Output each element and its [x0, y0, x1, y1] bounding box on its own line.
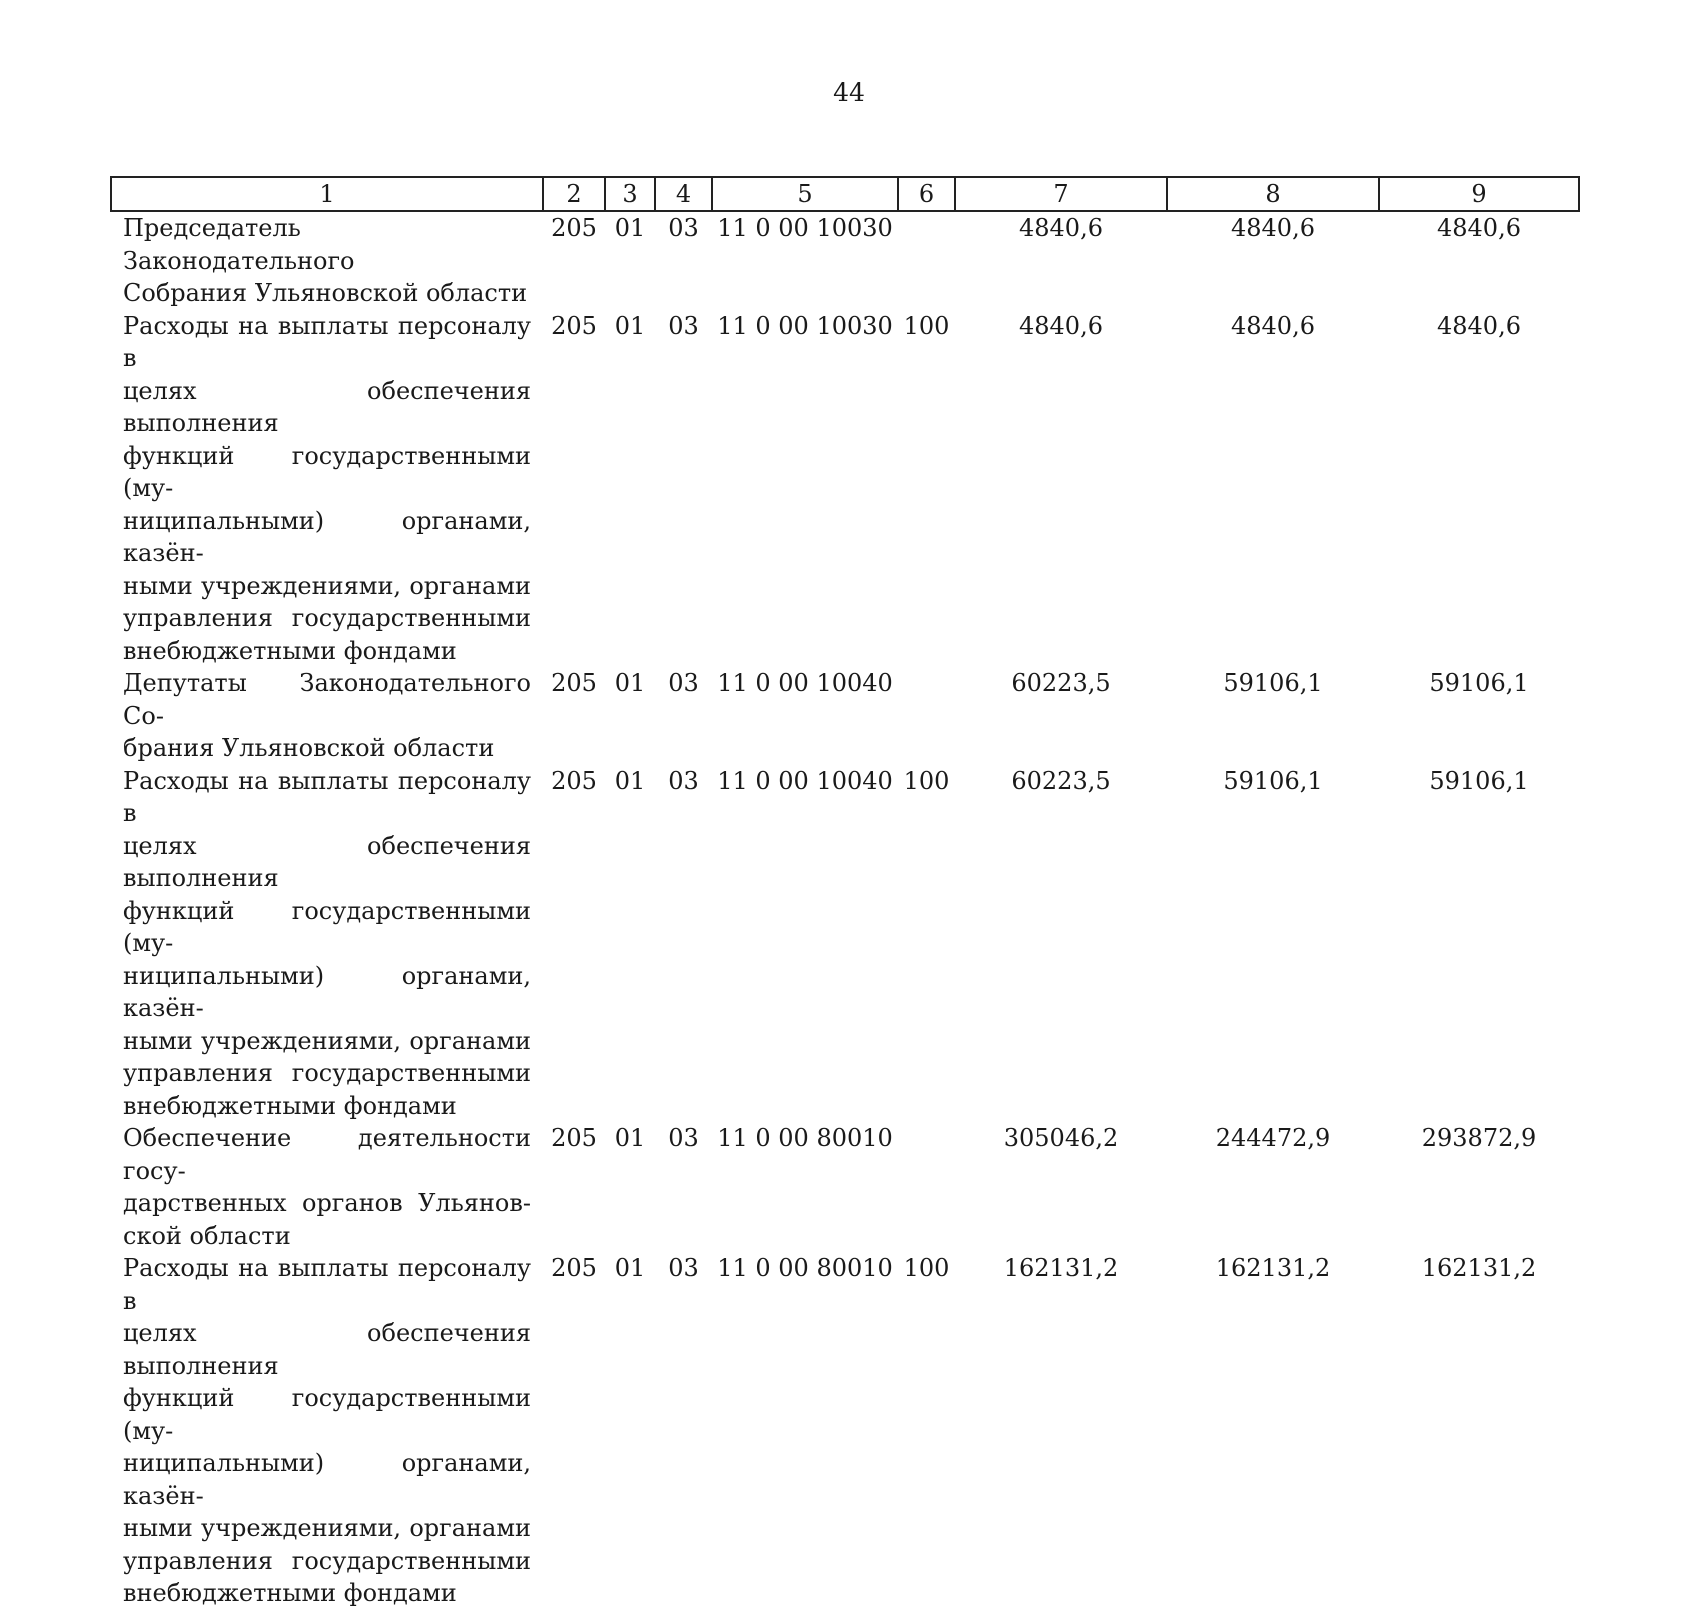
row-section-code: 01 [614, 214, 646, 242]
row-name-line: функций государственными (му- [123, 896, 531, 957]
row-amount-col7: 4840,6 [1019, 311, 1103, 340]
header-col-4: 4 [655, 177, 712, 211]
table-header [111, 177, 1579, 211]
row-amount-col8: 59106,1 [1223, 669, 1323, 697]
header-col-1: 1 [111, 177, 543, 211]
row-name [111, 211, 543, 310]
page-number: 44 [833, 78, 865, 107]
header-col-7: 7 [955, 177, 1167, 211]
row-name-line: брания Ульяновской области [123, 734, 495, 762]
row-name-line: ниципальными) органами, казён- [123, 1449, 531, 1510]
row-target-article: 11 0 00 80010 [717, 1254, 893, 1282]
header-col-6: 6 [898, 177, 955, 211]
row-amount-col7: 4840,6 [1019, 214, 1103, 242]
row-name-line: функций государственными (му- [123, 441, 531, 502]
row-name [111, 1122, 543, 1252]
table-row [111, 765, 1579, 1123]
header-col-5: 5 [712, 177, 898, 211]
row-name-line: Расходы на выплаты персоналу в [123, 1254, 531, 1315]
row-section-code: 01 [614, 766, 646, 795]
row-expense-type: 100 [903, 311, 950, 340]
row-name-line: ниципальными) органами, казён- [123, 506, 531, 567]
row-name-line: функций государственными (му- [123, 1384, 531, 1445]
row-expense-type: 100 [903, 766, 950, 795]
row-expense-type [898, 667, 955, 765]
row-name-line: дарственных органов Ульянов- [123, 1189, 531, 1217]
row-subsection-code: 03 [668, 766, 699, 795]
row-amount-col9: 59106,1 [1429, 669, 1529, 697]
row-target-article: 11 0 00 80010 [717, 1124, 893, 1152]
row-expense-type [898, 1122, 955, 1252]
row-admin-code: 205 [551, 214, 597, 242]
row-amount-col9: 162131,2 [1421, 1254, 1537, 1282]
table-row [111, 1252, 1579, 1610]
row-subsection-code: 03 [668, 1124, 699, 1152]
row-subsection-code: 03 [668, 311, 699, 340]
row-name-line: внебюджетными фондами [123, 1091, 457, 1120]
row-name-line: Собрания Ульяновской области [123, 279, 528, 307]
header-row [111, 177, 1579, 211]
table-row [111, 1122, 1579, 1252]
row-amount-col8: 59106,1 [1223, 766, 1323, 795]
row-subsection-code: 03 [668, 214, 699, 242]
row-target-article: 11 0 00 10040 [717, 766, 893, 795]
row-amount-col9: 293872,9 [1421, 1124, 1537, 1152]
row-admin-code: 205 [551, 311, 597, 340]
header-col-8: 8 [1167, 177, 1379, 211]
table-body [111, 211, 1579, 1610]
row-target-article: 11 0 00 10030 [717, 214, 893, 242]
row-name-line: управления государственными [123, 1059, 531, 1087]
row-name-line: Обеспечение деятельности госу- [123, 1124, 531, 1185]
row-amount-col9: 4840,6 [1437, 311, 1521, 340]
row-amount-col8: 162131,2 [1215, 1254, 1331, 1282]
row-expense-type [898, 211, 955, 310]
row-name [111, 765, 543, 1123]
row-amount-col8: 4840,6 [1231, 311, 1315, 340]
row-amount-col7: 162131,2 [1003, 1254, 1119, 1282]
table-row [111, 667, 1579, 765]
row-name-line: ными учреждениями, органами [123, 571, 531, 600]
row-subsection-code: 03 [668, 1254, 699, 1282]
row-amount-col7: 305046,2 [1003, 1124, 1119, 1152]
row-name-line: внебюджетными фондами [123, 1579, 457, 1607]
row-name [111, 1252, 543, 1610]
row-admin-code: 205 [551, 766, 597, 795]
row-name-line: управления государственными [123, 1546, 531, 1575]
row-name-line: целях обеспечения выполнения [123, 376, 531, 437]
row-admin-code: 205 [551, 1124, 597, 1152]
row-name-line: целях обеспечения выполнения [123, 1319, 531, 1380]
row-name-line: ными учреждениями, органами [123, 1514, 531, 1542]
row-amount-col8: 4840,6 [1231, 214, 1315, 242]
row-name-line: ными учреждениями, органами [123, 1026, 531, 1055]
table-row [111, 310, 1579, 668]
row-admin-code: 205 [551, 669, 597, 697]
row-name-line: внебюджетными фондами [123, 636, 457, 665]
row-target-article: 11 0 00 10040 [717, 669, 893, 697]
row-target-article: 11 0 00 10030 [717, 311, 893, 340]
row-subsection-code: 03 [668, 669, 699, 697]
row-amount-col9: 4840,6 [1437, 214, 1521, 242]
row-name-line: целях обеспечения выполнения [123, 831, 531, 892]
row-name-line: ской области [123, 1221, 291, 1250]
row-name-line: Депутаты Законодательного Со- [123, 669, 531, 730]
row-name-line: Расходы на выплаты персоналу в [123, 311, 531, 372]
row-name-line: ниципальными) органами, казён- [123, 961, 531, 1022]
header-col-3: 3 [605, 177, 655, 211]
row-admin-code: 205 [551, 1254, 597, 1282]
row-name-line: Председатель Законодательного [123, 214, 355, 275]
row-section-code: 01 [614, 1254, 646, 1282]
row-section-code: 01 [614, 669, 646, 697]
budget-table [110, 176, 1580, 1610]
row-amount-col8: 244472,9 [1215, 1124, 1331, 1152]
row-expense-type: 100 [903, 1254, 950, 1282]
row-name-line: Расходы на выплаты персоналу в [123, 766, 531, 827]
row-amount-col9: 59106,1 [1429, 766, 1529, 795]
header-col-2: 2 [543, 177, 605, 211]
row-amount-col7: 60223,5 [1011, 766, 1111, 795]
row-section-code: 01 [614, 311, 646, 340]
row-name-line: управления государственными [123, 604, 531, 632]
row-name [111, 667, 543, 765]
table-row [111, 211, 1579, 310]
header-col-9: 9 [1379, 177, 1579, 211]
row-amount-col7: 60223,5 [1011, 669, 1111, 697]
row-section-code: 01 [614, 1124, 646, 1152]
row-name [111, 310, 543, 668]
